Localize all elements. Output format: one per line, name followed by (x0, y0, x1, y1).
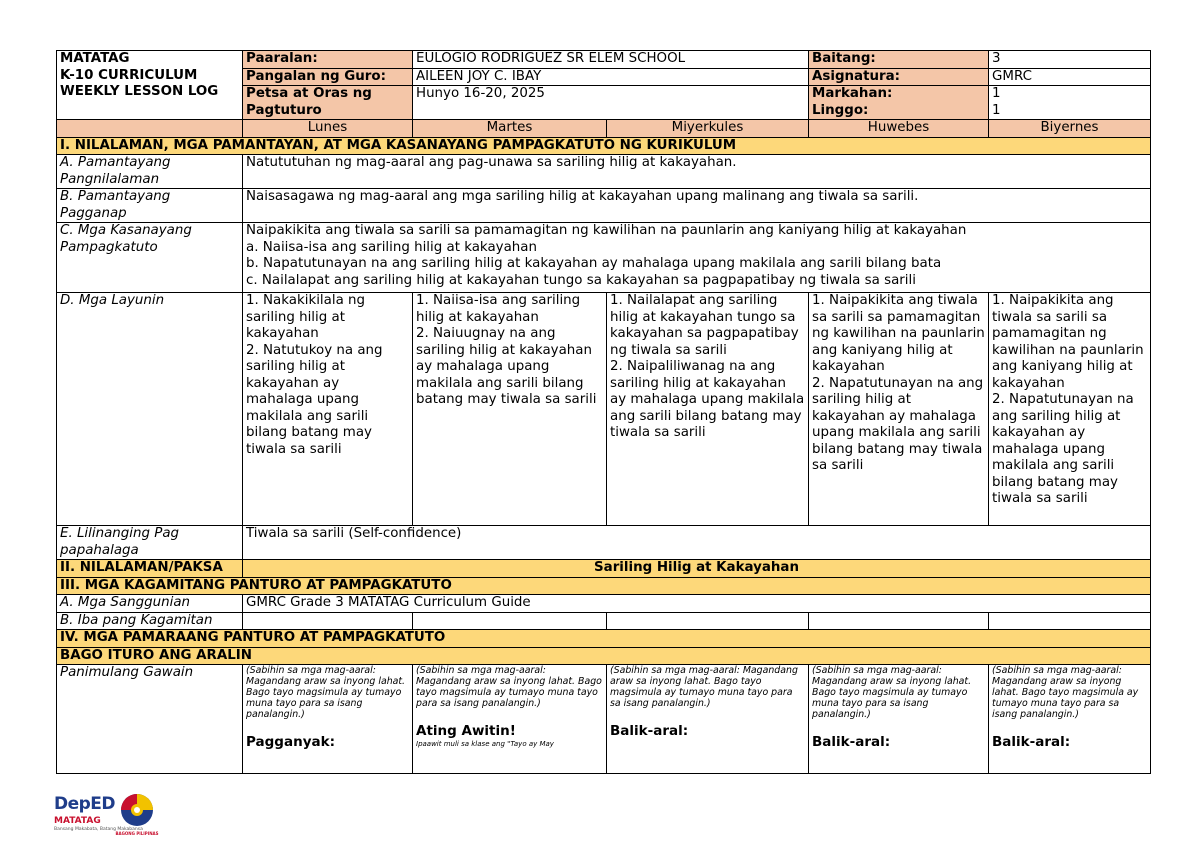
greeting-text: (Sabihin sa mga mag-aaral: Magandang araw sa inyong lahat. Bago tayo magsimula ay tumayo muna tayo para sa isang panalangin.) (416, 665, 602, 709)
pamantayang-pangnilalaman-value: Natututuhan ng mag-aaral ang pag-unawa sa sariling hilig at kakayahan. (243, 155, 1151, 189)
iba-pang-kagamitan-label: B. Iba pang Kagamitan (57, 612, 243, 630)
layunin-lunes: 1. Nakakikilala ng sariling hilig at kakayahan 2. Natutukoy na ang sariling hilig at kakayahan ay mahalaga upang makilala ang sarili bilang batang may tiwala sa sarili (243, 293, 413, 526)
greeting-text: (Sabihin sa mga mag-aaral: Magandang araw sa inyong lahat. Bago tayo magsimula ay tumayo muna tayo para sa isang panalangin.) (992, 665, 1139, 720)
guro-value: AILEEN JOY C. IBAY (413, 68, 809, 86)
guro-label: Pangalan ng Guro: (243, 68, 413, 86)
activity-label: Ating Awitin! (416, 723, 516, 739)
greeting-text: (Sabihin sa mga mag-aaral: Magandang araw sa inyong lahat. Bago tayo magsimula ay tumayo muna tayo para sa isang panalangin.) (812, 665, 972, 720)
petsa-label: Petsa at Oras ng Pagtuturo (243, 86, 413, 120)
panimula-lunes (243, 665, 413, 774)
layunin-biyernes: 1. Naipakikita ang tiwala sa sarili sa pamamagitan ng kawilihan na paunlarin ang kaniyang hilig at kakayahan 2. Napatutunayan na ang sariling hilig at kakayahan ay mahalaga upang makilala ang sarili bilang batang may tiwala sa sarili (989, 293, 1151, 526)
sanggunian-value: GMRC Grade 3 MATATAG Curriculum Guide (243, 595, 1151, 613)
pagpapahalaga-value: Tiwala sa sarili (Self-confidence) (243, 526, 1151, 560)
section-4-subtitle: BAGO ITURO ANG ARALIN (57, 647, 1151, 665)
paaralan-value: EULOGIO RODRIGUEZ SR ELEM SCHOOL (413, 51, 809, 69)
panimula-martes (413, 665, 607, 774)
section-3-title: III. MGA KAGAMITANG PANTURO AT PAMPAGKATUTO (57, 577, 1151, 595)
petsa-value: Hunyo 16-20, 2025 (413, 86, 809, 120)
day-miyerkules: Miyerkules (607, 120, 809, 138)
kasanayan-line: c. Nailalapat ang sariling hilig at kakayahan tungo sa kakayahan sa pagpapatibay ng tiwala sa sarili (246, 272, 916, 288)
pamantayang-pagganap-value: Naisasagawa ng mag-aaral ang mga sariling hilig at kakayahan upang malinang ang tiwala sa sarili. (243, 189, 1151, 223)
day-martes: Martes (413, 120, 607, 138)
bagong-pilipinas-logo-icon (114, 790, 160, 838)
day-lunes: Lunes (243, 120, 413, 138)
kagamitan-biyernes (989, 612, 1151, 630)
paaralan-label: Paaralan: (243, 51, 413, 69)
asignatura-value: GMRC (989, 68, 1151, 86)
kagamitan-huwebes (809, 612, 989, 630)
panimulang-gawain-label: Panimulang Gawain (57, 665, 243, 774)
bagong-pilipinas-text: BAGONG PILIPINAS (115, 831, 159, 836)
greeting-text: (Sabihin sa mga mag-aaral: Magandang araw sa inyong lahat. Bago tayo magsimula ay tumayo muna tayo para sa isang panalangin.) (610, 665, 798, 709)
kagamitan-miyerkules (607, 612, 809, 630)
day-header-blank (57, 120, 243, 138)
deped-logo: DepED (54, 794, 116, 814)
markahan-linggo-value: 1 1 (989, 86, 1151, 120)
pagpapahalaga-label: E. Lilinanging Pag papahalaga (57, 526, 243, 560)
curriculum-title: MATATAG K-10 CURRICULUM WEEKLY LESSON LOG (57, 51, 243, 120)
kasanayang-pampagkatuto-label: C. Mga Kasanayang Pampagkatuto (57, 223, 243, 293)
footer-logos (54, 790, 174, 840)
pamantayang-pagganap-label: B. Pamantayang Pagganap (57, 189, 243, 223)
activity-label: Pagganyak: (246, 734, 335, 750)
panimula-miyerkules (607, 665, 809, 774)
markahan-linggo-label: Markahan: Linggo: (809, 86, 989, 120)
kasanayan-line: b. Napatutunayan na ang sariling hilig at kakayahan ay mahalaga upang makilala ang sarili bilang bata (246, 256, 942, 271)
weekly-lesson-log (56, 50, 1150, 774)
sanggunian-label: A. Mga Sanggunian (57, 595, 243, 613)
panimula-biyernes (989, 665, 1151, 774)
asignatura-label: Asignatura: (809, 68, 989, 86)
activity-label: Balik-aral: (610, 723, 689, 739)
panimula-huwebes (809, 665, 989, 774)
mga-layunin-label: D. Mga Layunin (57, 293, 243, 526)
pamantayang-pangnilalaman-label: A. Pamantayang Pangnilalaman (57, 155, 243, 189)
section-1-title: I. NILALAMAN, MGA PAMANTAYAN, AT MGA KASANAYANG PAMPAGKATUTO NG KURIKULUM (57, 137, 1151, 155)
kasanayan-line: a. Naiisa-isa ang sariling hilig at kakayahan (246, 239, 537, 255)
matatag-logo: MATATAG (54, 816, 101, 826)
kasanayang-pampagkatuto-value (243, 223, 1151, 293)
baitang-value: 3 (989, 51, 1151, 69)
activity-label: Balik-aral: (812, 734, 891, 750)
greeting-text: (Sabihin sa mga mag-aaral: Magandang araw sa inyong lahat. Bago tayo magsimula ay tumayo muna tayo para sa isang panalangin.) (246, 665, 406, 720)
day-huwebes: Huwebes (809, 120, 989, 138)
activity-label: Balik-aral: (992, 734, 1071, 750)
baitang-label: Baitang: (809, 51, 989, 69)
kagamitan-lunes (243, 612, 413, 630)
kagamitan-martes (413, 612, 607, 630)
awitin-note: Ipaawit muli sa klase ang "Tayo ay May (416, 739, 554, 748)
layunin-miyerkules: 1. Nailalapat ang sariling hilig at kakayahan tungo sa kakayahan sa pagpapatibay ng tiwala sa sarili 2. Naipaliliwanag na ang sariling hilig at kakayahan ay mahalaga upang makilala ang sarili bilang batang may tiwala sa sarili (607, 293, 809, 526)
section-4-title: IV. MGA PAMARAANG PANTURO AT PAMPAGKATUTO (57, 630, 1151, 648)
section-2-title: II. NILALAMAN/PAKSA (57, 560, 243, 578)
layunin-martes: 1. Naiisa-isa ang sariling hilig at kakayahan 2. Naiuugnay na ang sariling hilig at kakayahan ay mahalaga upang makilala ang sarili bilang batang may tiwala sa sarili (413, 293, 607, 526)
kasanayan-line: Naipakikita ang tiwala sa sarili sa pamamagitan ng kawilihan na paunlarin ang kaniyang hilig at kakayahan (246, 223, 967, 238)
layunin-huwebes: 1. Naipakikita ang tiwala sa sarili sa pamamagitan ng kawilihan na paunlarin ang kaniyang hilig at kakayahan 2. Napatutunayan na ang sariling hilig at kakayahan ay mahalaga upang makilala ang sarili bilang batang may tiwala sa sarili (809, 293, 989, 526)
lesson-log-table (56, 50, 1151, 774)
paksa-value: Sariling Hilig at Kakayahan (243, 560, 1151, 578)
day-biyernes: Biyernes (989, 120, 1151, 138)
matatag-tagline: Bansang Makabata, Batang Makabansa (54, 827, 143, 832)
